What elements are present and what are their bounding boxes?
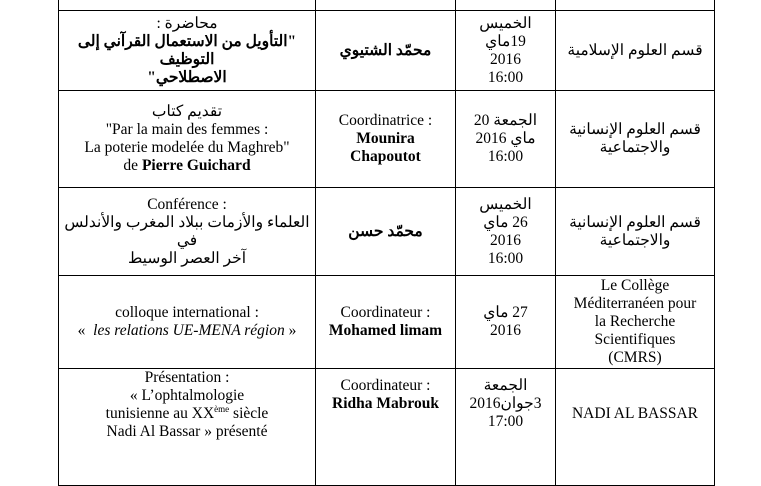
event-type: Présentation : xyxy=(144,369,230,386)
person-cell xyxy=(316,276,456,369)
table-row xyxy=(59,369,715,486)
organizer-name-line: (CMRS) xyxy=(608,349,662,366)
organizer-name: قسم العلوم الإسلامية xyxy=(567,41,703,59)
table-row xyxy=(59,188,715,276)
event-title-line: آخر العصر الوسيط xyxy=(127,249,247,267)
event-author-prefix: de xyxy=(123,157,139,174)
table-row xyxy=(59,91,715,188)
date-date: 26 ماي xyxy=(483,213,528,231)
organizer-cell xyxy=(556,369,715,486)
event-author-line xyxy=(63,157,311,175)
person-cell xyxy=(316,188,456,276)
event-title: les relations UE-MENA région xyxy=(93,322,285,339)
date-cell xyxy=(456,11,556,91)
event-title-line: "Par la main des femmes : xyxy=(105,121,269,138)
event-cell xyxy=(59,276,316,369)
person-cell xyxy=(316,11,456,91)
date-day: الجمعة xyxy=(483,377,528,394)
event-title-part: tunisienne au XX xyxy=(105,405,215,422)
event-cell xyxy=(59,11,316,91)
date-cell xyxy=(456,91,556,188)
organizer-name-line: Méditerranéen pour xyxy=(573,295,697,312)
event-title-line: « L’ophtalmologie xyxy=(129,387,245,404)
schedule-table xyxy=(58,0,715,486)
event-cell xyxy=(59,91,316,188)
date-time: 16:00 xyxy=(487,249,524,267)
date-cell xyxy=(456,188,556,276)
organizer-name: NADI AL BASSAR xyxy=(571,405,699,422)
table-row xyxy=(59,0,715,11)
person-cell xyxy=(316,91,456,188)
date-time: 16:00 xyxy=(487,148,524,165)
date-day: الجمعة 20 xyxy=(473,112,538,129)
close-quote: » xyxy=(288,322,297,339)
date-date: 3جوان2016 xyxy=(469,395,542,412)
event-title-line xyxy=(63,405,311,423)
organizer-name-line: قسم العلوم الإنسانية xyxy=(569,121,701,138)
date-day: الخميس xyxy=(479,195,532,213)
date-cell xyxy=(456,369,556,486)
table-row xyxy=(59,276,715,369)
event-type: colloque international : xyxy=(115,304,259,321)
event-type: تقديم كتاب xyxy=(151,103,223,120)
organizer-name-line: قسم العلوم الإنسانية xyxy=(569,213,701,231)
person-name: Ridha Mabrouk xyxy=(332,395,439,412)
event-title-line: La poterie modelée du Maghreb" xyxy=(84,139,290,156)
organizer-name-line: la Recherche xyxy=(594,313,676,330)
person-name: Mohamed limam xyxy=(328,322,443,339)
organizer-name-line: Scientifiques xyxy=(594,331,676,348)
open-quote: « xyxy=(77,322,86,339)
event-cell xyxy=(59,188,316,276)
person-cell xyxy=(316,369,456,486)
date-cell xyxy=(456,276,556,369)
event-type: محاضرة : xyxy=(156,14,218,32)
date-year: 2016 xyxy=(490,50,521,68)
person-role: Coordinateur : xyxy=(340,304,431,321)
date-year: 2016 xyxy=(490,322,521,339)
date-date: 27 ماي xyxy=(483,304,528,321)
event-type: Conférence : xyxy=(147,195,227,213)
person-name: محمّد حسن xyxy=(348,222,423,240)
date-time: 16:00 xyxy=(487,68,524,86)
person-name: محمّد الشتيوي xyxy=(339,41,432,59)
table-row xyxy=(59,11,715,91)
date-date: 19ماي xyxy=(485,32,526,50)
event-title-line: العلماء والأزمات ببلاد المغرب والأندلس في xyxy=(64,213,310,249)
date-day: الخميس xyxy=(479,14,532,32)
person-name-line: Mounira xyxy=(356,130,415,147)
event-title-part: siècle xyxy=(229,405,269,422)
date-time: 17:00 xyxy=(487,413,524,430)
event-author-name: Pierre Guichard xyxy=(141,157,251,174)
person-role: Coordinatrice : xyxy=(338,112,433,129)
superscript: ème xyxy=(214,403,230,414)
person-role: Coordinateur : xyxy=(340,377,431,394)
person-name-line: Chapoutot xyxy=(350,148,421,165)
event-cell xyxy=(59,369,316,486)
event-title-line: Nadi Al Bassar » présenté xyxy=(106,423,268,440)
event-title-line: الاصطلاحي" xyxy=(147,68,227,86)
organizer-cell xyxy=(556,11,715,91)
organizer-name-line: Le Collège xyxy=(600,277,670,294)
date-year: 2016 xyxy=(490,231,521,249)
event-title-line xyxy=(63,322,311,340)
organizer-cell xyxy=(556,188,715,276)
event-title-line: "التأويل من الاستعمال القرآني إلى التوظيف xyxy=(77,32,297,68)
organizer-cell xyxy=(556,91,715,188)
date-month-year: ماي 2016 xyxy=(475,130,536,147)
organizer-name-line: والاجتماعية xyxy=(599,231,671,249)
organizer-name-line: والاجتماعية xyxy=(599,139,671,156)
organizer-cell xyxy=(556,276,715,369)
